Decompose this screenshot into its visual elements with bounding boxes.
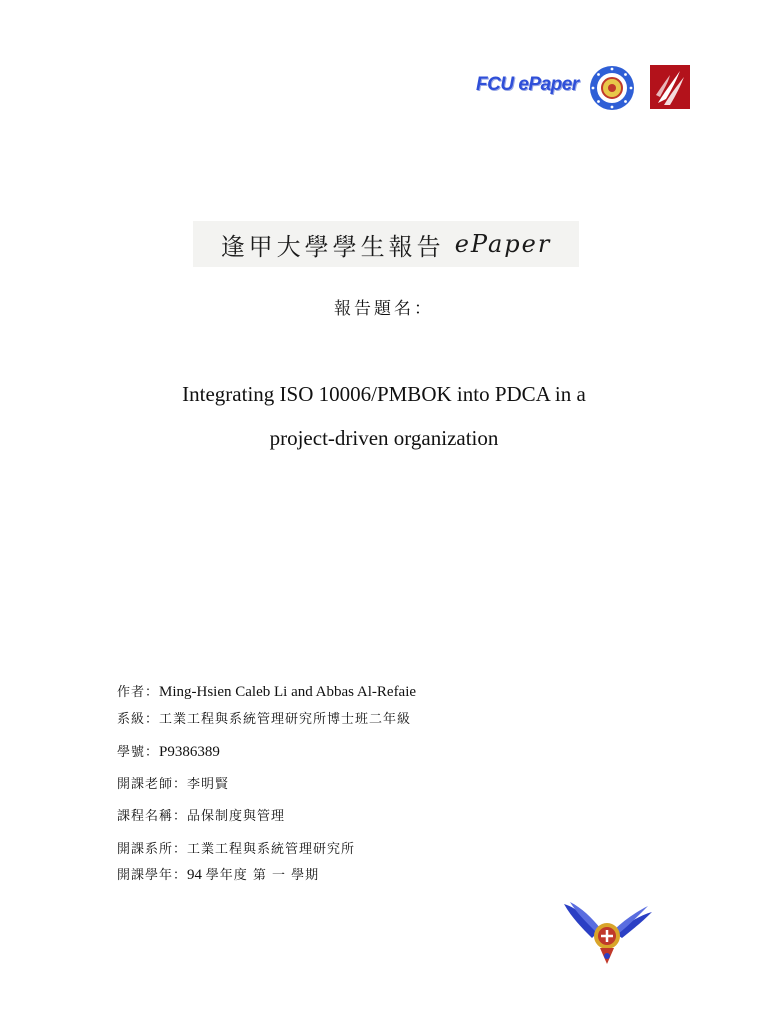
report-title-label: 報告題名： [334,299,434,319]
author-line [117,681,416,701]
teacher-value: 李明賢 [187,777,230,792]
author-label: 作者： [117,685,160,700]
student-id-label: 學號： [117,745,160,760]
teacher-label: 開課老師： [117,777,188,792]
course-value: 品保制度與管理 [187,809,286,824]
fcu-epaper-logo: FCU ePaper [476,74,579,95]
feather-flame-logo-icon [650,65,690,109]
term-year: 94 [187,867,203,883]
term-suffix: 學年度 第 一 學期 [205,868,320,883]
course-label: 課程名稱： [117,809,188,824]
university-seal-icon [589,65,635,111]
report-title-banner [193,221,579,267]
term-line [117,864,319,884]
term-label: 開課學年： [117,868,188,883]
student-id-line [117,741,220,761]
teacher-line [117,773,229,793]
department-line [117,708,411,728]
department-value: 工業工程與系統管理研究所博士班二年級 [159,712,412,727]
student-id-value: P9386389 [159,744,220,760]
offering-dept-line [117,838,355,858]
winged-emblem-icon [560,898,656,968]
offering-dept-label: 開課系所： [117,842,188,857]
paper-title-line1: Integrating ISO 10006/PMBOK into PDCA in a [182,382,586,406]
course-line [117,805,285,825]
report-title-main: 逢甲大學學生報告 [220,232,445,261]
author-value: Ming-Hsien Caleb Li and Abbas Al-Refaie [159,684,417,700]
department-label: 系級： [117,712,160,727]
paper-title-line2: project-driven organization [269,426,499,450]
offering-dept-value: 工業工程與系統管理研究所 [187,842,356,857]
report-title-epaper: ePaper [454,230,552,258]
